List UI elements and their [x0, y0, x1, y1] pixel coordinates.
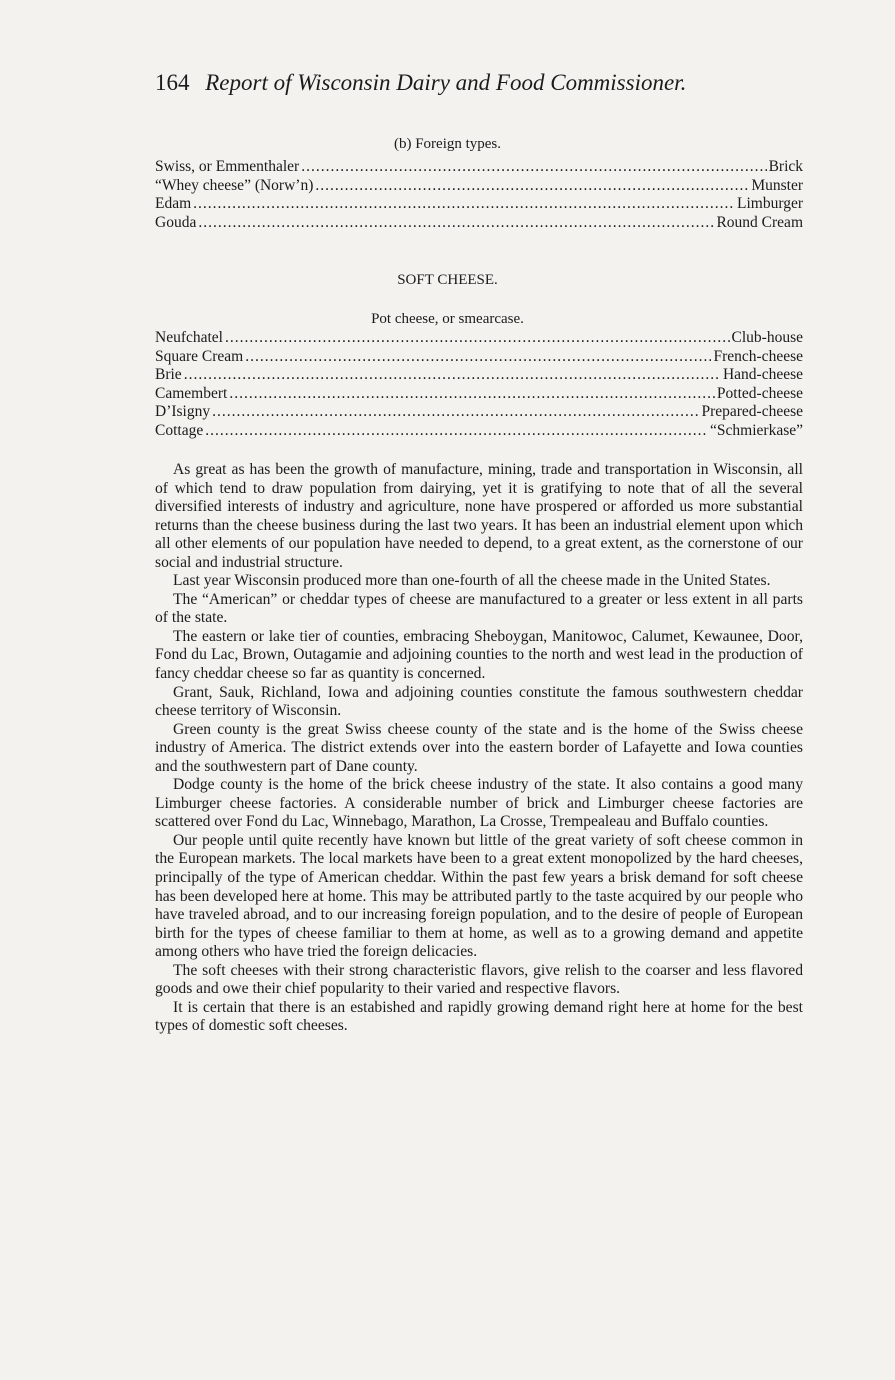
list-item: Square Cream ..... French-cheese	[155, 348, 803, 367]
page-number: 164	[155, 70, 190, 95]
paragraph: As great as has been the growth of manufacture, mining, trade and transportation in Wisconsin, all of which tend to draw population from dairying, yet it is gratifying to note that of all the several diversified interests of industry and agriculture, none have prospered or afforded us more substantial returns than the cheese business during the last two years. It has been an industrial element upon which all other elements of our population have needed to depend, to a great extent, as the cornerstone of our social and industrial structure.	[155, 461, 803, 571]
list-item: Edam ..... Limburger	[155, 195, 803, 214]
soft-cheese-heading: SOFT CHEESE.	[397, 272, 498, 288]
paragraph: Last year Wisconsin produced more than one-fourth of all the cheese made in the United States.	[173, 572, 771, 590]
list-item: Camembert ..... Potted-cheese	[155, 385, 803, 404]
page-header	[155, 70, 805, 96]
paragraph: It is certain that there is an estabished and rapidly growing demand right here at home for the best types of domestic soft cheeses.	[155, 998, 803, 1035]
body-text	[155, 461, 803, 1036]
soft-cheese-list	[155, 329, 803, 441]
foreign-types-heading: (b) Foreign types.	[393, 136, 502, 152]
soft-cheese-subheading: Pot cheese, or smearcase.	[371, 311, 524, 327]
paragraph: The “American” or cheddar types of cheese are manufactured to a greater or less extent in all parts of the state.	[155, 590, 803, 627]
foreign-types-list	[155, 158, 803, 232]
paragraph: The soft cheeses with their strong characteristic flavors, give relish to the coarser and less flavored goods and owe their chief popularity to their varied and respective flavors.	[155, 961, 803, 998]
list-item: “Whey cheese” (Norw’n) ..... Munster	[155, 177, 803, 196]
paragraph: The eastern or lake tier of counties, embracing Sheboygan, Manitowoc, Calumet, Kewaunee, Door, Fond du Lac, Brown, Outagamie and adjoining counties to the north and west lead in the production of fancy cheddar cheese so far as quantity is concerned.	[155, 627, 803, 683]
paragraph: Grant, Sauk, Richland, Iowa and adjoining counties constitute the famous southwestern cheddar cheese territory of Wisconsin.	[155, 683, 803, 720]
running-title: Report of Wisconsin Dairy and Food Commissioner.	[205, 70, 687, 95]
list-item: Brie ..... Hand-cheese	[155, 366, 803, 385]
paragraph: Dodge county is the home of the brick cheese industry of the state. It also contains a good many Limburger cheese factories. A considerable number of brick and Limburger cheese factories are scattered over Fond du Lac, Winnebago, Marathon, La Crosse, Trempealeau and Buffalo counties.	[155, 776, 803, 831]
list-item: D’Isigny ..... Prepared-cheese	[155, 403, 803, 422]
paragraph: Green county is the great Swiss cheese county of the state and is the home of the Swiss cheese industry of America. The district extends over into the eastern border of Lafayette and Iowa counties and the southwestern part of Dane county.	[155, 720, 803, 775]
list-item: Swiss, or Emmenthaler ..... Brick	[155, 158, 803, 177]
list-item: Gouda ..... Round Cream	[155, 214, 803, 233]
list-item: Neufchatel ..... Club-house	[155, 329, 803, 348]
list-item: Cottage ..... “Schmierkase”	[155, 422, 803, 441]
paragraph: Our people until quite recently have known but little of the great variety of soft cheese common in the European markets. The local markets have been to a great extent monopolized by the hard cheeses, principally of the type of American cheddar. Within the past few years a brisk demand for soft cheese has been developed here at home. This may be attributed partly to the taste acquired by our people who have traveled abroad, and to our increasing foreign population, and to the desire of people of European birth for the types of cheese familiar to them at home, as well as to a growing demand and appetite among others who have tried the foreign delicacies.	[155, 831, 803, 961]
